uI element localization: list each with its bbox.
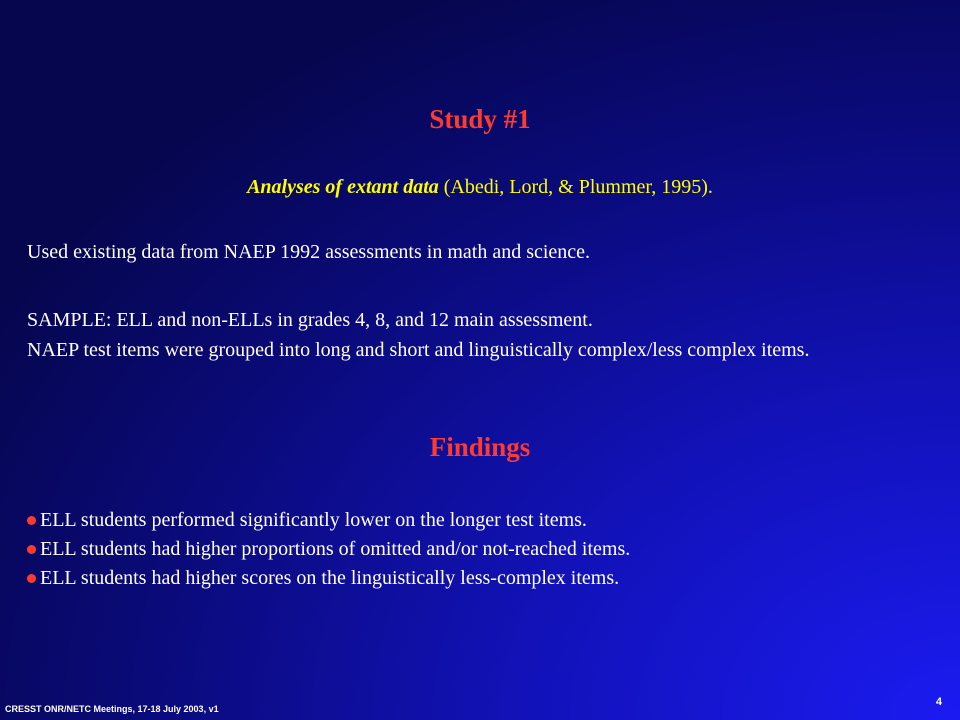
paragraph-test-items: NAEP test items were grouped into long and short and linguistically complex/less complex items.: [27, 339, 810, 361]
citation-italic: Analyses of extant data: [247, 176, 439, 198]
paragraph-existing-data: Used existing data from NAEP 1992 assessments in math and science.: [27, 241, 591, 263]
paragraph-sample: SAMPLE: ELL and non-ELLs in grades 4, 8, and 12 main assessment.: [27, 309, 593, 331]
finding-text: ELL students performed significantly lower on the longer test items.: [40, 509, 587, 531]
citation-rest: (Abedi, Lord, & Plummer, 1995).: [438, 176, 713, 198]
findings-list: [27, 506, 937, 593]
bullet-icon: [27, 545, 36, 554]
bullet-icon: [27, 516, 36, 525]
citation: [0, 176, 960, 199]
findings-title: Findings: [429, 432, 531, 462]
finding-text: ELL students had higher scores on the linguistically less-complex items.: [40, 567, 620, 589]
finding-text: ELL students had higher proportions of omitted and/or not-reached items.: [40, 538, 631, 560]
finding-item: [27, 564, 937, 593]
finding-item: [27, 535, 937, 564]
finding-item: [27, 506, 937, 535]
bullet-icon: [27, 574, 36, 583]
page-number: 4: [935, 696, 942, 708]
footer-text: CRESST ONR/NETC Meetings, 17-18 July 2003, v1: [5, 704, 219, 714]
slide-title: Study #1: [429, 104, 531, 134]
